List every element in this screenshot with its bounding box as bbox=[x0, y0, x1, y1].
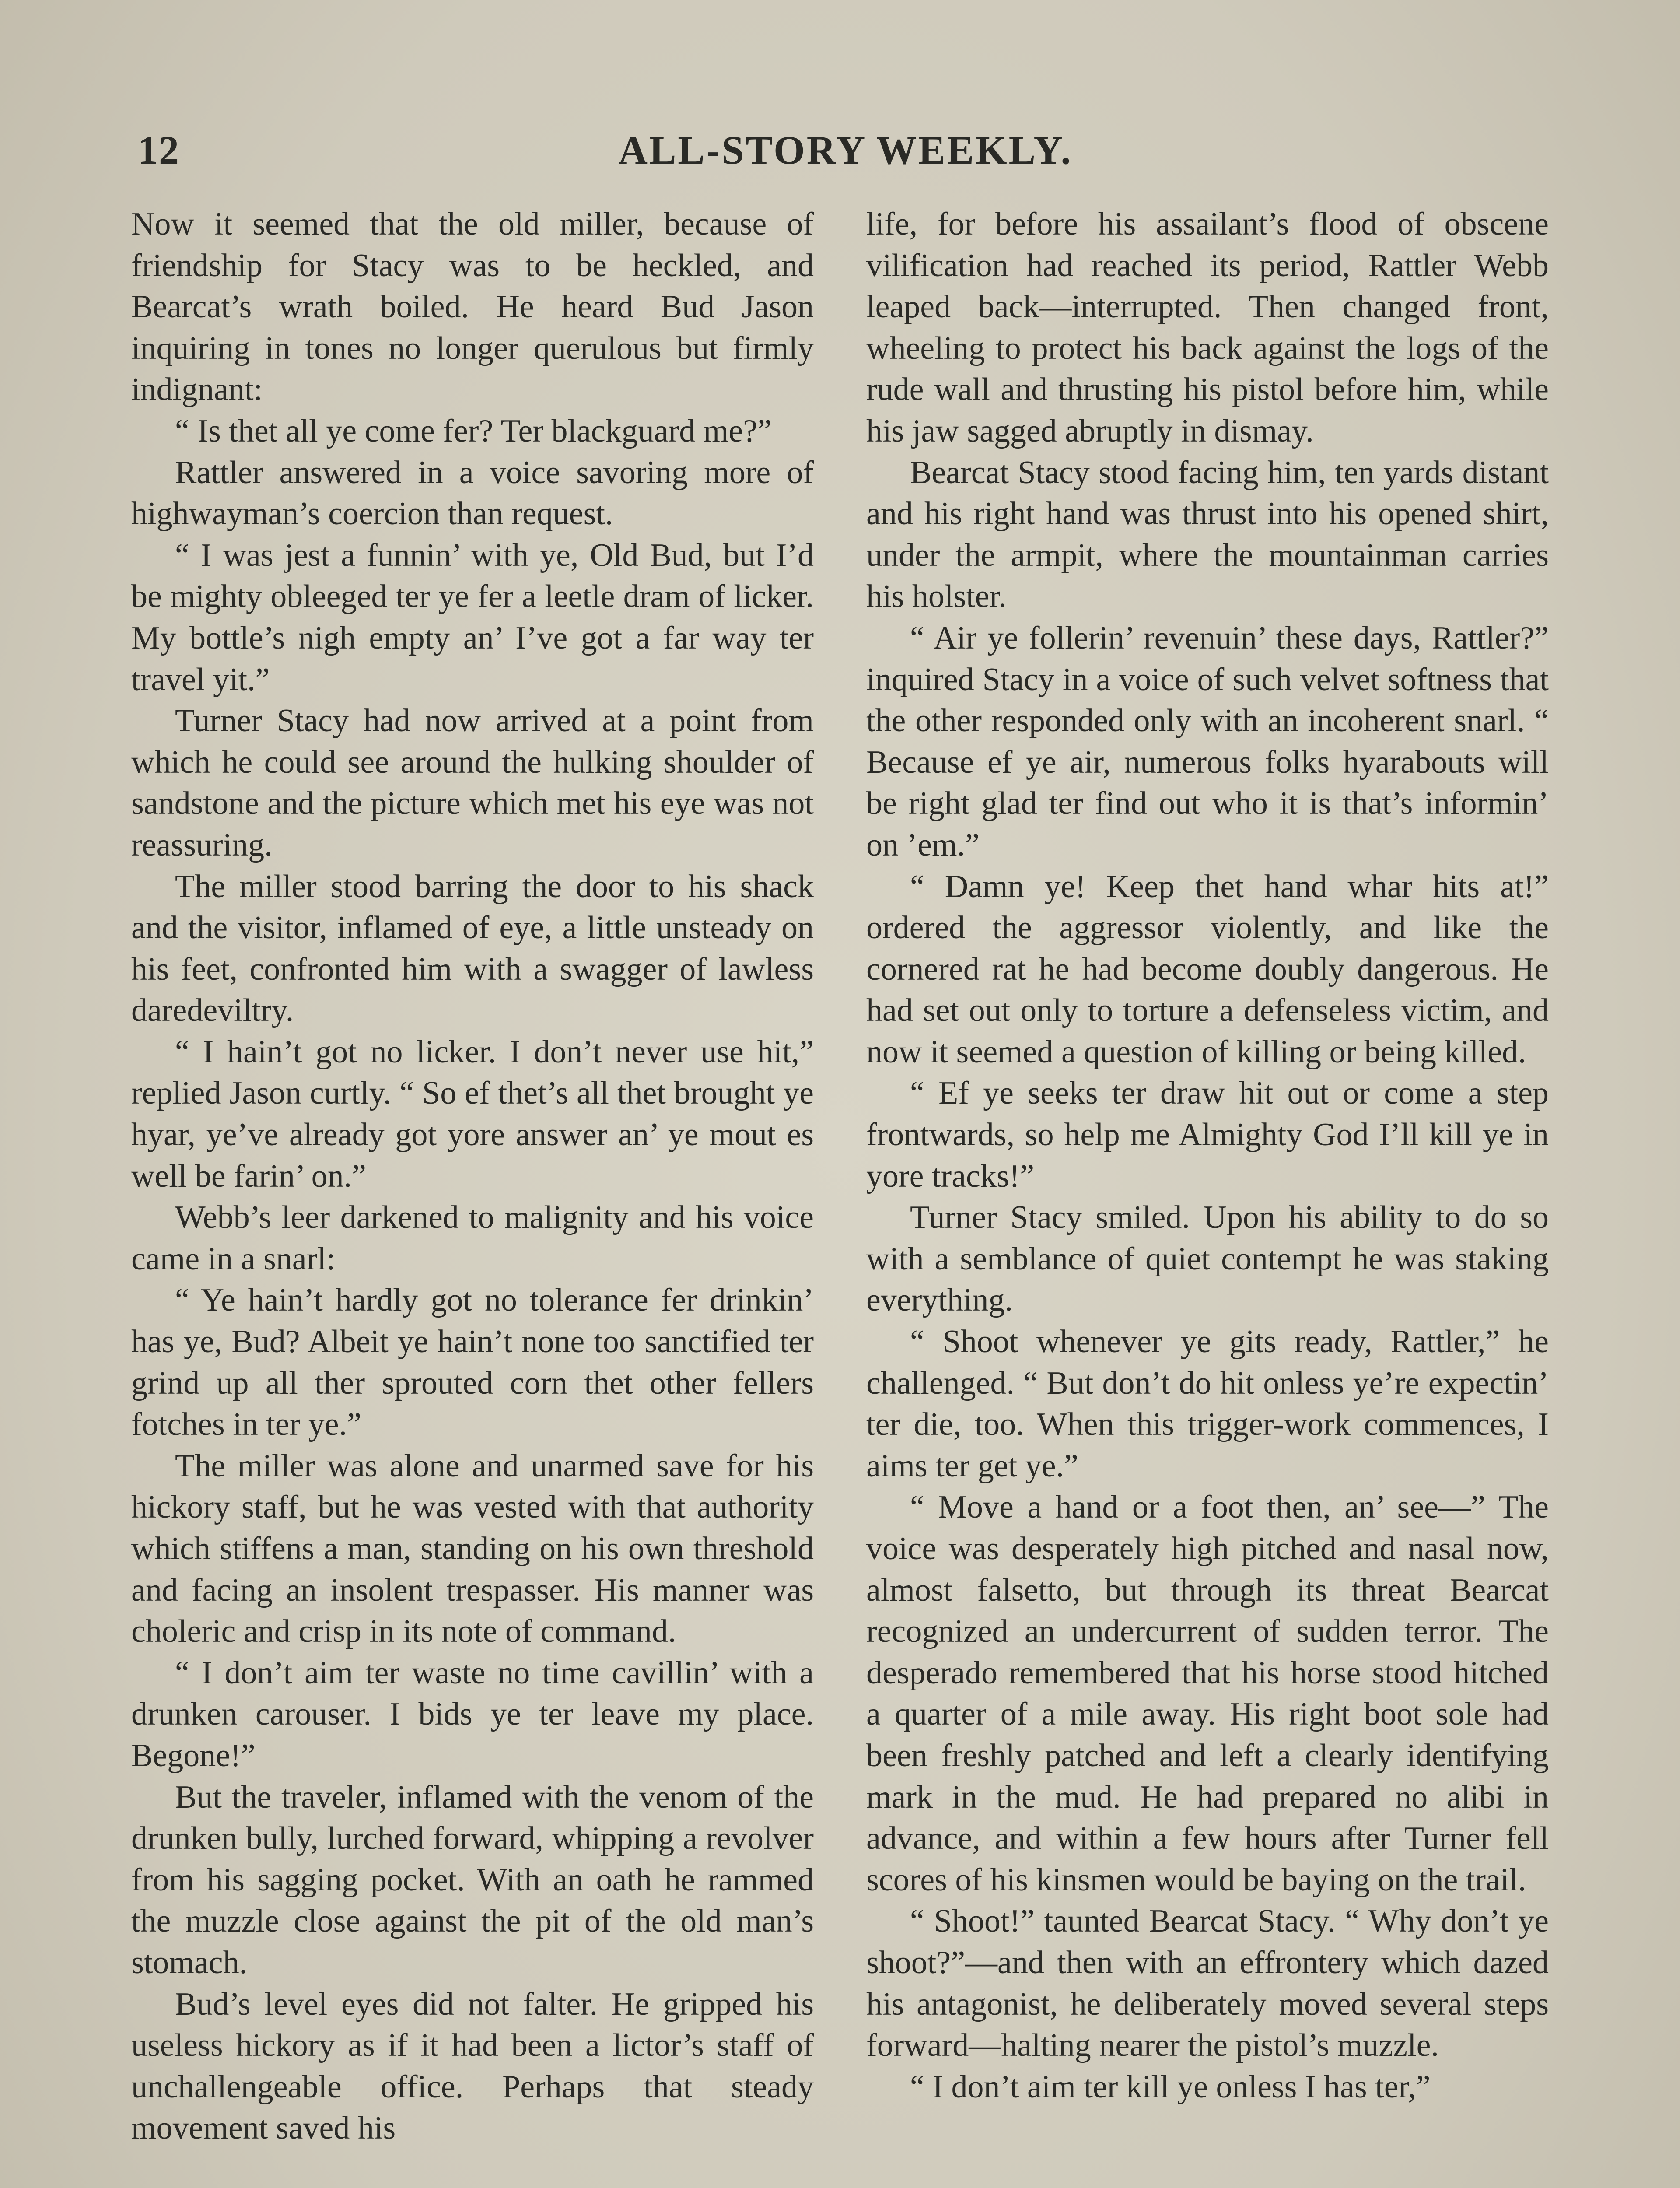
paragraph: “ Air ye follerin’ revenuin’ these days, Rattler?” inquired Stacy in a voice of such velvet softness that the other responded only with an incoherent snarl. “ Because ef ye air, numerous folks hyarabouts will be right glad ter find out who it is that’s informin’ on ’em.” bbox=[866, 620, 1549, 863]
paragraph: “ Is thet all ye come fer? Ter blackguard me?” bbox=[175, 413, 772, 449]
paragraph: “ Ye hain’t hardly got no tolerance fer drinkin’ has ye, Bud? Albeit ye hain’t none too sanctified ter grind up all ther sprouted corn thet other fellers fotches in ter ye.” bbox=[131, 1282, 814, 1443]
paragraph: “ I was jest a funnin’ with ye, Old Bud, but I’d be mighty obleeged ter ye fer a leetle dram of licker. My bottle’s nigh empty an’ I’ve got a far way ter travel yit.” bbox=[131, 537, 814, 698]
paragraph: Bearcat Stacy stood facing him, ten yards distant and his right hand was thrust into his opened shirt, under the armpit, where the mountainman carries his holster. bbox=[866, 454, 1549, 615]
article-body bbox=[131, 203, 1549, 2188]
paragraph: “ I hain’t got no licker. I don’t never use hit,” replied Jason curtly. “ So ef thet’s all thet brought ye hyar, ye’ve already got yore answer an’ ye mout es well be farin’ on.” bbox=[131, 1034, 814, 1194]
paragraph: The miller stood barring the door to his shack and the visitor, inflamed of eye, a little unsteady on his feet, confronted him with a swagger of lawless daredeviltry. bbox=[131, 868, 814, 1029]
paragraph: “ I don’t aim ter kill ye onless I has ter,” bbox=[910, 2069, 1431, 2105]
page-header bbox=[138, 127, 1553, 188]
paragraph: But the traveler, inflamed with the venom of the drunken bully, lurched forward, whipping a revolver from his sagging pocket. With an oath he rammed the muzzle close against the pit of the old man’s stomach. bbox=[131, 1779, 814, 1981]
paragraph: “ Ef ye seeks ter draw hit out or come a step frontwards, so help me Almighty God I’ll kill ye in yore tracks!” bbox=[866, 1075, 1549, 1194]
page-number: 12 bbox=[138, 128, 180, 172]
paragraph: “ Shoot whenever ye gits ready, Rattler,” he challenged. “ But don’t do hit onless ye’re expectin’ ter die, too. When this trigger-work commences, I aims ter get ye.” bbox=[866, 1324, 1549, 1484]
paragraph: “ I don’t aim ter waste no time cavillin’ with a drunken carouser. I bids ye ter leave my place. Begone!” bbox=[131, 1655, 814, 1774]
paragraph: Bud’s level eyes did not falter. He gripped his useless hickory as if it had been a lictor’s staff of unchallengeable office. Perhaps that steady movement saved his bbox=[131, 1986, 814, 2146]
paragraph: Webb’s leer darkened to malignity and his voice came in a snarl: bbox=[131, 1199, 814, 1277]
paragraph: Turner Stacy had now arrived at a point from which he could see around the hulking shoulder of sandstone and the picture which met his eye was not reassuring. bbox=[131, 703, 814, 863]
paragraph: The miller was alone and unarmed save for his hickory staff, but he was vested with that authority which stiffens a man, standing on his own threshold and facing an insolent trespasser. His manner was choleric and crisp in its note of command. bbox=[131, 1448, 814, 1650]
paragraph: life, for before his assailant’s flood of obscene vilification had reached its period, Rattler Webb leaped back—interrupted. Then changed front, wheeling to protect his back against the logs of the rude wall and thrusting his pistol before him, while his jaw sagged abruptly in dismay. bbox=[866, 206, 1549, 449]
right-column bbox=[866, 203, 1549, 2188]
paragraph: Now it seemed that the old miller, because of friendship for Stacy was to be heckled, and Bearcat’s wrath boiled. He heard Bud Jason inquiring in tones no longer querulous but firmly indignant: bbox=[131, 206, 814, 408]
paragraph: Rattler answered in a voice savoring more of highwayman’s coercion than request. bbox=[131, 454, 814, 532]
paragraph: “ Damn ye! Keep thet hand whar hits at!” ordered the aggressor violently, and like the cornered rat he had become doubly dangerous. He had set out only to torture a defenseless victim, and now it seemed a question of killing or being killed. bbox=[866, 868, 1549, 1070]
paragraph: “ Shoot!” taunted Bearcat Stacy. “ Why don’t ye shoot?”—and then with an effrontery which dazed his antagonist, he deliberately moved several steps forward—halting nearer the pistol’s muzzle. bbox=[866, 1903, 1549, 2064]
paragraph: Turner Stacy smiled. Upon his ability to do so with a semblance of quiet contempt he was staking everything. bbox=[866, 1199, 1549, 1318]
paragraph: “ Move a hand or a foot then, an’ see—” The voice was desperately high pitched and nasal now, almost falsetto, but through its threat Bearcat recognized an undercurrent of sudden terror. The desperado remembered that his horse stood hitched a quarter of a mile away. His right boot sole had been freshly patched and left a clearly identifying mark in the mud. He had prepared no alibi in advance, and within a few hours after Turner fell scores of his kinsmen would be baying on the trail. bbox=[866, 1489, 1549, 1898]
left-column bbox=[131, 203, 814, 2188]
magazine-title: ALL-STORY WEEKLY. bbox=[618, 128, 1073, 172]
